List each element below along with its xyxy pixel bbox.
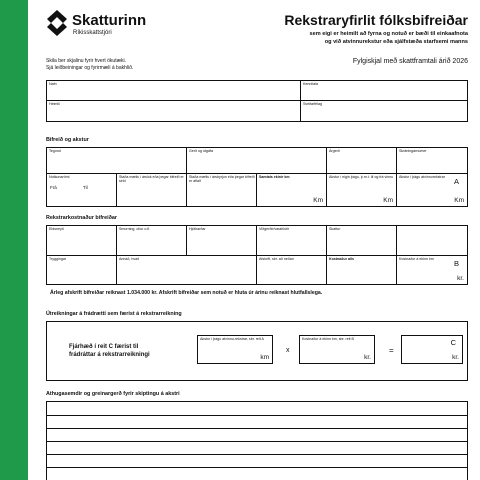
calc-km-box[interactable] — [197, 335, 273, 364]
notes-line — [47, 428, 467, 429]
total-km-unit: Km — [313, 197, 323, 204]
odometer-end-label: Staða mælis í árslok eða þegar bifreið er seld — [119, 175, 184, 184]
repairs-field[interactable] — [257, 226, 327, 256]
usage-period-field[interactable] — [47, 174, 117, 206]
business-km-unit: Km — [454, 197, 464, 204]
private-km-field[interactable] — [327, 174, 397, 206]
repairs-label: Viðgerðir/varahlutir — [259, 227, 290, 231]
vehicle-type-label: Tegund — [49, 149, 61, 153]
notes-line — [47, 454, 467, 455]
vehicle-model-field[interactable] — [187, 148, 327, 174]
owner-box — [46, 80, 468, 122]
name-field[interactable] — [47, 81, 301, 101]
costs-box — [46, 225, 468, 285]
form-page — [28, 0, 480, 480]
other-costs-field[interactable] — [117, 256, 257, 284]
box-a-letter: A — [453, 177, 459, 186]
form-title: Rekstraryfirlit fólksbifreiðar — [284, 12, 468, 28]
business-km-label: Akstur í þágu atvinnurekstrar — [399, 175, 445, 179]
tax-label: Skattur — [329, 227, 341, 231]
cost-per-km-label: Kostnaður á ekinn km — [399, 257, 434, 261]
odometer-end-field[interactable] — [117, 174, 187, 206]
depreciation-note: Árleg afskrift bifreiðar reiknast 1.034.000 kr. Afskrift bifreiðar sem notuð er hluta úr árinu reiknast hlutfallslega. — [50, 290, 323, 296]
fuel-label: Eldsneyti — [49, 227, 64, 231]
form-subtitle-line1: sem eigi er heimilt að fyrna og notuð er bæði til einkaafnota — [309, 31, 468, 37]
usage-period-label: Notkunartími — [49, 175, 70, 179]
box-b-letter: B — [453, 259, 459, 268]
depreciation-label: Afskrift, sbr. að neðan — [259, 257, 294, 261]
cost-per-km-unit: kr. — [457, 275, 464, 282]
vehicle-year-label: Árgerð — [329, 149, 340, 153]
form-note: Fylgiskjal með skattframtali árið 2026 — [352, 58, 468, 65]
kennitala-field[interactable] — [301, 81, 467, 101]
calc-cost-unit: kr. — [364, 354, 371, 361]
total-costs-label: Kostnaður alls — [329, 257, 354, 261]
instructions-line1: Skila ber skjalinu fyrir hvert ökutæki. — [46, 58, 127, 64]
vehicle-plate-field[interactable] — [397, 148, 467, 174]
tires-field[interactable] — [187, 226, 257, 256]
odometer-start-field[interactable] — [187, 174, 257, 206]
vehicle-year-field[interactable] — [327, 148, 397, 174]
other-costs-label: Annað, hvað — [119, 257, 140, 261]
depreciation-field[interactable] — [257, 256, 327, 284]
calc-km-unit: km — [260, 354, 269, 361]
calc-km-label: Akstur í þágu atvinnu-rekstrar, sbr. reit A — [200, 337, 264, 341]
odometer-start-label: Staða mælis í ársbyrjun eða þegar bifreið er aflað — [189, 175, 255, 184]
calc-result-box[interactable] — [401, 335, 463, 364]
oil-field[interactable] — [117, 226, 187, 256]
notes-box[interactable] — [46, 401, 468, 480]
calc-box — [46, 321, 468, 381]
tax-field[interactable] — [327, 226, 397, 256]
address-field[interactable] — [47, 101, 301, 121]
private-km-unit: Km — [383, 197, 393, 204]
vehicle-box — [46, 147, 468, 207]
notes-line — [47, 441, 467, 442]
logo-subtitle: Ríkisskattstjóri — [73, 30, 112, 36]
to-label: Til — [83, 185, 88, 190]
private-km-label: Akstur í eigin þágu, þ.m.t. til og frá vinnu — [329, 175, 394, 179]
tires-label: Hjólbarðar — [189, 227, 206, 231]
total-km-field[interactable] — [257, 174, 327, 206]
total-costs-field[interactable] — [327, 256, 397, 284]
cost-per-km-field[interactable] — [397, 256, 467, 284]
calc-cost-box[interactable] — [299, 335, 375, 364]
vehicle-model-label: Gerð og útgáfa — [189, 149, 213, 153]
calc-cost-label: Kostnaður á ekinn km, sbr. reit B — [302, 337, 354, 341]
form-subtitle-line2: og við atvinnurekstur eða sjálfstæða starfsemi manns — [324, 39, 468, 45]
equals-sign: = — [389, 346, 394, 355]
municipality-label: Sveitarfélag — [303, 102, 322, 106]
insurance-field[interactable] — [47, 256, 117, 284]
box-c-letter: C — [450, 338, 456, 347]
costs-blank-field[interactable] — [397, 226, 467, 256]
oil-label: Smurning, olíur o.fl. — [119, 227, 151, 231]
green-side-stripe — [0, 0, 28, 480]
costs-section-title: Rekstrarkostnaður bifreiðar — [46, 215, 117, 221]
calc-label-line1: Fjárhæð í reit C færist til — [69, 344, 139, 350]
calc-result-unit: kr. — [452, 354, 459, 361]
calc-section-title: Útreikningar á frádrætti sem færist á rekstrarreikning — [46, 311, 182, 317]
municipality-field[interactable] — [301, 101, 467, 121]
total-km-label: Samtals ekinir km — [259, 175, 290, 179]
fuel-field[interactable] — [47, 226, 117, 256]
from-label: Frá — [50, 185, 57, 190]
logo-name: Skatturinn — [72, 12, 147, 29]
skatturinn-logo-icon — [46, 10, 68, 36]
address-label: Heimili — [49, 102, 60, 106]
name-label: Nafn — [49, 82, 57, 86]
calc-label-line2: frádráttar á rekstrarreikningi — [69, 352, 150, 358]
notes-section-title: Athugasemdir og greinargerð fyrir skiptingu á akstri — [46, 391, 180, 397]
instructions-line2: Sjá leiðbeiningar og fyrirmæli á bakhlið. — [46, 65, 134, 71]
vehicle-type-field[interactable] — [47, 148, 187, 174]
notes-line — [47, 415, 467, 416]
notes-line — [47, 467, 467, 468]
kennitala-label: Kennitala — [303, 82, 318, 86]
times-sign: x — [286, 347, 290, 354]
vehicle-plate-label: Skráningarnúmer — [399, 149, 427, 153]
insurance-label: Tryggingar — [49, 257, 67, 261]
business-km-field[interactable] — [397, 174, 467, 206]
vehicle-section-title: Bifreið og akstur — [46, 137, 89, 143]
